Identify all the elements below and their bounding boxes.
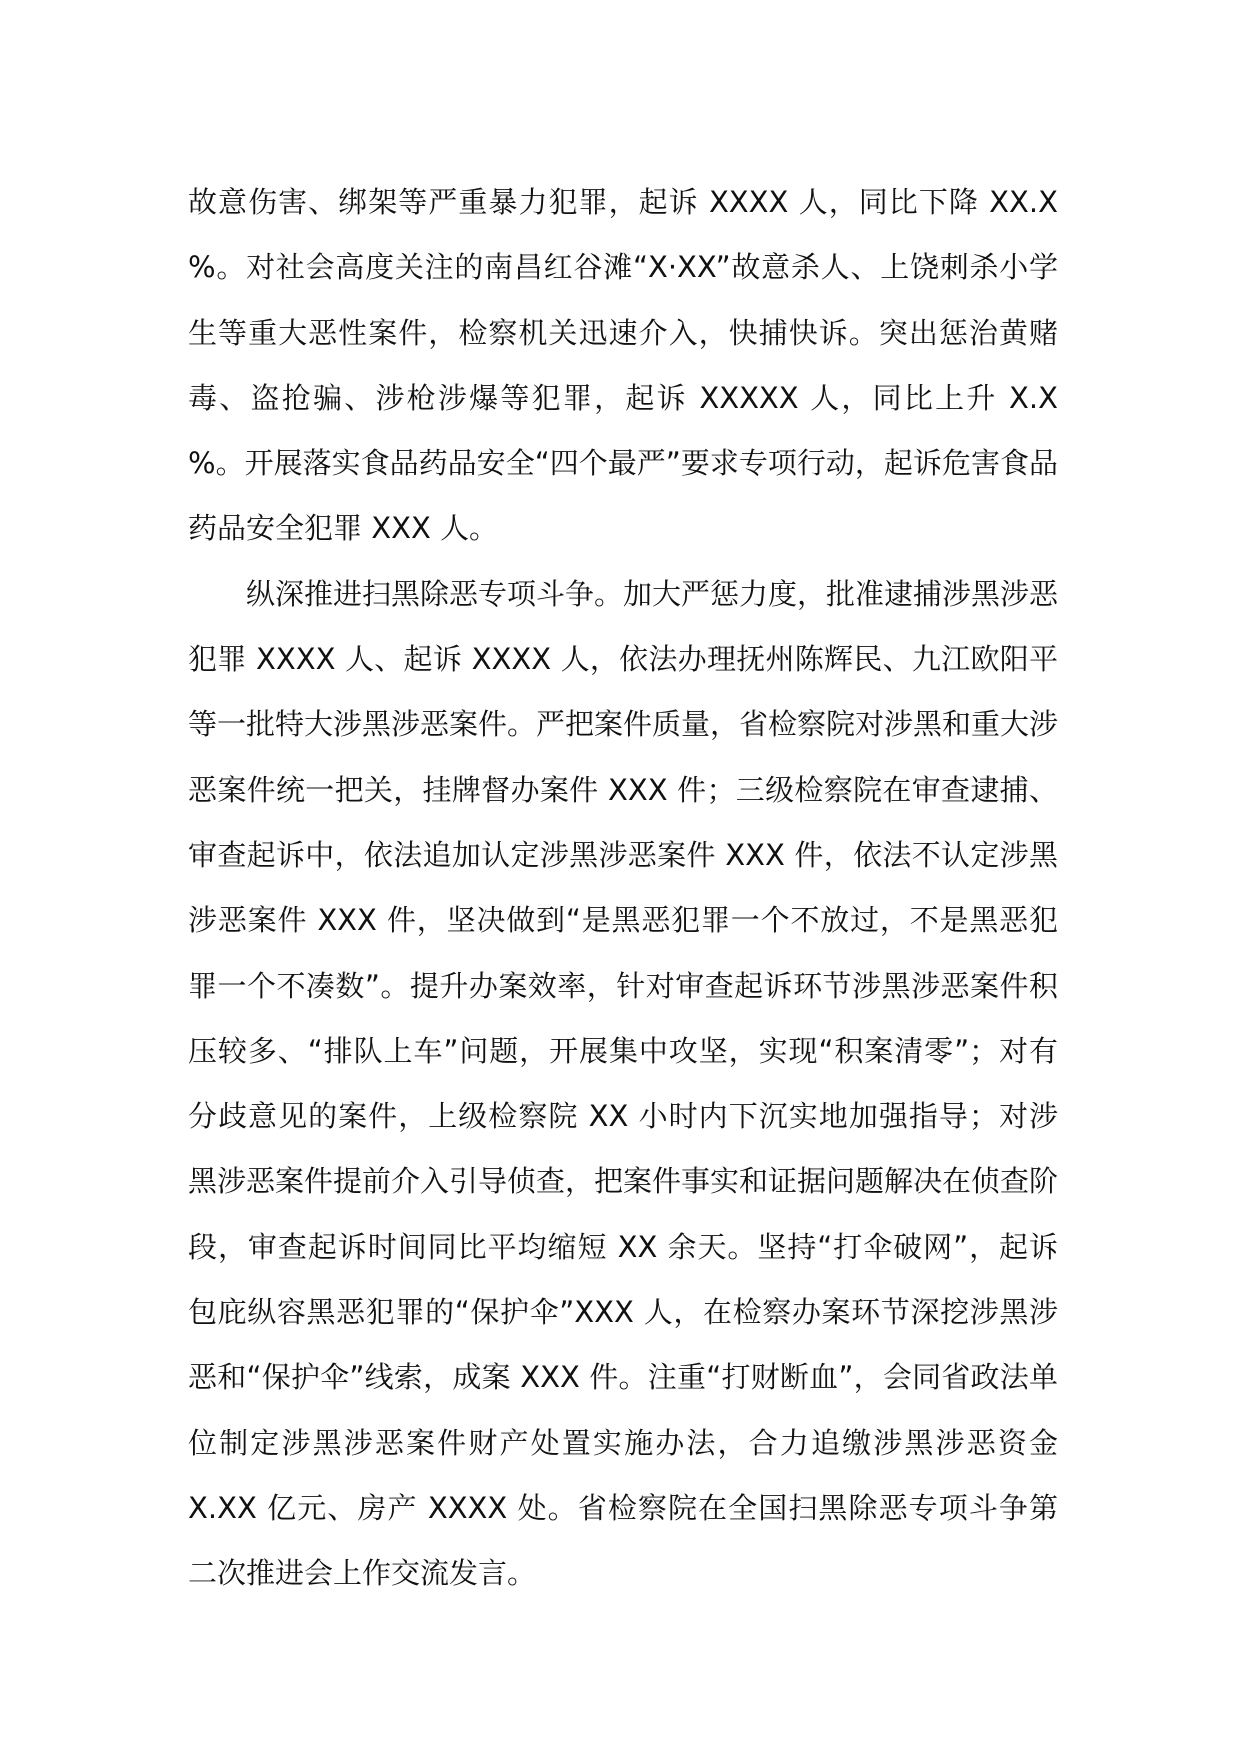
paragraph-anti-gang: 纵深推进扫黑除恶专项斗争。加大严惩力度，批准逮捕涉黑涉恶犯罪 XXXX 人、起诉 XXXX 人，依法办理抚州陈辉民、九江欧阳平等一批特大涉黑涉恶案件。严把案件质量，省检察院对涉黑和重大涉恶案件统一把关，挂牌督办案件 XXX 件；三级检察院在审查逮捕、审查起诉中，依法追加认定涉黑涉恶案件 XXX 件，依法不认定涉黑涉恶案件 XXX 件，坚决做到“是黑恶犯罪一个不放过，不是黑恶犯罪一个不凑数”。提升办案效率，针对审查起诉环节涉黑涉恶案件积压较多、“排队上车”问题，开展集中攻坚，实现“积案清零”；对有分歧意见的案件，上级检察院 XX 小时内下沉实地加强指导；对涉黑涉恶案件提前介入引导侦查，把案件事实和证据问题解决在侦查阶段，审查起诉时间同比平均缩短 XX 余天。坚持“打伞破网”，起诉包庇纵容黑恶犯罪的“保护伞”XXX 人，在检察办案环节深挖涉黑涉恶和“保护伞”线索，成案 XXX 件。注重“打财断血”，会同省政法单位制定涉黑涉恶案件财产处置实施办法，合力追缴涉黑涉恶资金 X.XX 亿元、房产 XXXX 处。省检察院在全国扫黑除恶专项斗争第二次推进会上作交流发言。 xyxy=(188,576,1059,1591)
paragraph-continued: 故意伤害、绑架等严重暴力犯罪，起诉 XXXX 人，同比下降 XX.X %。对社会高度关注的南昌红谷滩“X·XX”故意杀人、上饶刺杀小学生等重大恶性案件，检察机关迅速介入，快捕快诉。突出惩治黄赌毒、盗抢骗、涉枪涉爆等犯罪，起诉 XXXXX 人，同比上升 X.X %。开展落实食品药品安全“四个最严”要求专项行动，起诉危害食品药品安全犯罪 XXX 人。 xyxy=(188,185,1058,546)
document-page xyxy=(188,170,1058,1607)
